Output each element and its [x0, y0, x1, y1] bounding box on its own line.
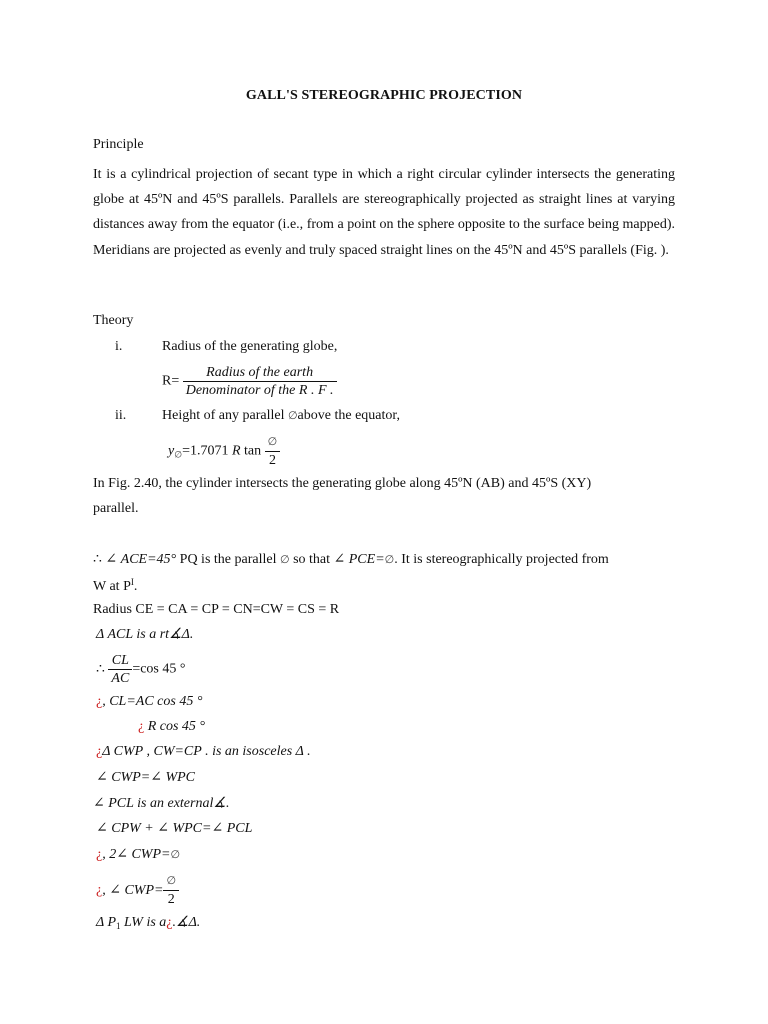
therefore-symbol: ∴: [96, 662, 105, 677]
line-13-text: , ∠ CWP=: [102, 883, 164, 898]
principle-heading: Principle: [93, 137, 144, 152]
theory-item-1-number: i.: [115, 339, 123, 354]
derivation-line-7: [138, 719, 205, 735]
fraction-numerator: Radius of the earth: [183, 364, 337, 382]
line-1-text-end: . It is stereographically projected from: [394, 552, 609, 567]
line-1-text: PQ is the parallel: [176, 552, 280, 567]
derivation-line-2: [93, 577, 137, 595]
red-mark: ¿: [96, 847, 103, 862]
fig-text-line-2: parallel.: [93, 501, 139, 516]
superscript-i: I: [130, 577, 134, 587]
angle-symbol: ∠: [105, 552, 118, 567]
fraction-denominator: AC: [111, 671, 130, 686]
red-mark: ¿: [96, 882, 103, 898]
item-2-suffix: above the equator,: [297, 408, 400, 423]
fraction-denominator: Denominator of the R . F .: [185, 383, 334, 398]
phi-symbol: ∅: [384, 554, 395, 566]
tan-fraction: [265, 434, 281, 469]
item-2-prefix: Height of any parallel: [162, 408, 285, 423]
derivation-line-12: [96, 846, 180, 863]
line-14-delta-p: Δ P: [96, 915, 117, 930]
phi-symbol: ∅: [279, 554, 290, 566]
theory-item-1-text: Radius of the generating globe,: [162, 339, 338, 354]
line-14-text: LW is a: [120, 915, 167, 930]
line-10-text: ∠ PCL is an external: [93, 796, 214, 811]
formula-coefficient: =1.7071: [182, 443, 229, 459]
angle-ace: ACE=45°: [120, 552, 177, 567]
derivation-line-11: ∠ CPW + ∠ WPC=∠ PCL: [96, 821, 253, 836]
angle-symbol: ∠: [333, 552, 346, 567]
fraction-numerator: CL: [108, 652, 132, 670]
formula-y: y: [168, 443, 175, 459]
formula-lhs: R=: [162, 373, 180, 389]
line-8-text: Δ CWP , CW=CP . is an isosceles Δ .: [102, 744, 311, 759]
line-6-text: , CL=AC cos 45 °: [102, 694, 203, 709]
radius-fraction: [183, 364, 337, 399]
derivation-line-3: Radius CE = CA = CP = CN=CW = CS = R: [93, 602, 340, 617]
angle-pce: PCE=: [348, 552, 385, 567]
cl-ac-fraction: [108, 652, 132, 687]
line-4-text: Δ ACL is a rt: [96, 627, 170, 642]
line-12-text: , 2∠ CWP=: [102, 847, 171, 862]
subscript-1: 1: [116, 921, 121, 931]
radius-formula: [162, 364, 337, 399]
fraction-denominator: 2: [167, 892, 175, 907]
theory-heading: Theory: [93, 313, 134, 328]
line-10-period: .: [225, 796, 230, 811]
line-2-period: .: [133, 579, 138, 594]
angle-mark: ∡: [176, 915, 189, 930]
red-mark: ¿: [166, 915, 173, 930]
line-7-text: R cos 45 °: [147, 719, 206, 734]
line-14-end: Δ.: [188, 915, 201, 930]
principle-paragraph: It is a cylindrical projection of secant type in which a right circular cylinder intersects the generating globe at 45ºN and 45ºS parallels. Parallels are stereographically projected as straight lines at varying distances away from the equator (i.e., from a point on the sphere opposite to the surface being mapped). Meridians are projected as evenly and truly spaced straight lines on the 45ºN and 45ºS parallels (Fig. ).: [93, 167, 675, 258]
derivation-line-6: [96, 694, 202, 710]
phi-symbol: ∅: [287, 410, 298, 422]
red-mark: ¿: [96, 694, 103, 709]
tan-denominator: 2: [268, 453, 276, 468]
red-mark: ¿: [96, 744, 103, 759]
height-formula: [168, 434, 280, 469]
page-title: GALL'S STEREOGRAPHIC PROJECTION: [245, 88, 523, 103]
theory-item-2-number: ii.: [115, 408, 127, 423]
therefore-symbol: ∴: [93, 552, 102, 567]
derivation-line-1: [93, 551, 609, 568]
formula-r: R: [231, 443, 241, 459]
angle-mark: ∡: [169, 627, 182, 642]
tan-numerator: ∅: [265, 434, 281, 452]
phi-subscript: ∅: [174, 449, 183, 460]
line-2-text: W at P: [93, 579, 131, 594]
derivation-line-13: [96, 873, 179, 908]
theory-item-2-text: [162, 408, 400, 424]
red-mark: ¿: [138, 719, 145, 734]
fig-text-line-1: In Fig. 2.40, the cylinder intersects the generating globe along 45ºN (AB) and 45ºS (XY): [93, 476, 592, 491]
derivation-line-5: [96, 652, 185, 687]
line-5-rhs: =cos 45 °: [132, 661, 186, 677]
fraction-numerator: ∅: [163, 873, 179, 891]
derivation-line-9: ∠ CWP=∠ WPC: [96, 770, 196, 785]
phi-symbol: ∅: [170, 849, 181, 861]
derivation-line-10: [93, 795, 229, 812]
line-1-text-so: so that: [289, 552, 334, 567]
derivation-line-4: [96, 626, 193, 643]
line-14-dot: .: [172, 915, 177, 930]
derivation-line-14: [96, 914, 200, 931]
line-4-end: Δ.: [181, 627, 194, 642]
derivation-line-8: [96, 744, 311, 760]
phi-over-2-fraction: [163, 873, 179, 908]
angle-mark: ∡: [213, 796, 226, 811]
formula-tan: tan: [244, 443, 262, 459]
